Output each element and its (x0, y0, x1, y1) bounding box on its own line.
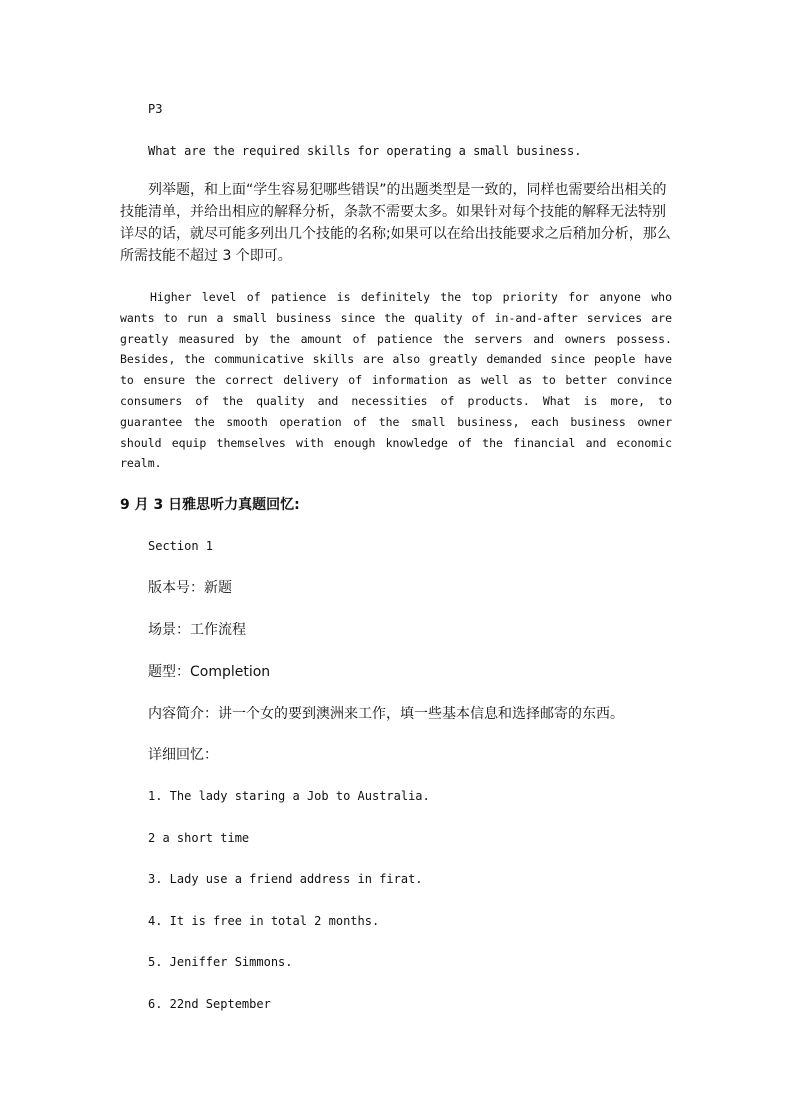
detail-label: 详细回忆： (148, 747, 218, 763)
section-label: Section 1 (148, 539, 214, 553)
section-heading: 9 月 3 日雅思听力真题回忆: (120, 497, 300, 513)
page-label: P3 (148, 102, 163, 116)
list-item: 1. The lady staring a Job to Australia. (148, 789, 430, 803)
list-item: 2 a short time (148, 831, 250, 845)
scene-line: 场景：工作流程 (148, 622, 246, 638)
list-item: 5. Jeniffer Simmons. (148, 955, 293, 969)
list-item: 3. Lady use a friend address in firat. (148, 872, 423, 886)
list-item: 6. 22nd September (148, 997, 271, 1011)
list-item: 4. It is free in total 2 months. (148, 914, 380, 928)
chinese-guidance-paragraph: 列举题，和上面“学生容易犯哪些错误”的出题类型是一致的，同样也需要给出相关的技能清单，并给出相应的解释分析，条款不需要太多。如果针对每个技能的解释无法特别详尽的话，就尽可能多列出几个技能的名称;如果可以在给出技能要求之后稍加分析，那么所需技能不超过 3 个即可。 (120, 182, 671, 264)
sample-answer-paragraph: Higher level of patience is definitely the top priority for anyone who wants to run a small business since the quality of in-and-after services are greatly measured by the amount of patience the servers and owners possess. Besides, the communicative skills are also greatly demanded since people have to ensure the correct delivery of information as well as to better convince consumers of the quality and necessities of products. What is more, to guarantee the smooth operation of the small business, each business owner should equip themselves with enough knowledge of the financial and economic realm. (120, 290, 672, 471)
question-text: What are the required skills for operating a small business. (148, 144, 582, 158)
version-line: 版本号：新题 (148, 580, 232, 596)
question-type-line: 题型：Completion (148, 664, 271, 680)
summary-line: 内容简介：讲一个女的要到澳洲来工作，填一些基本信息和选择邮寄的东西。 (148, 706, 624, 722)
